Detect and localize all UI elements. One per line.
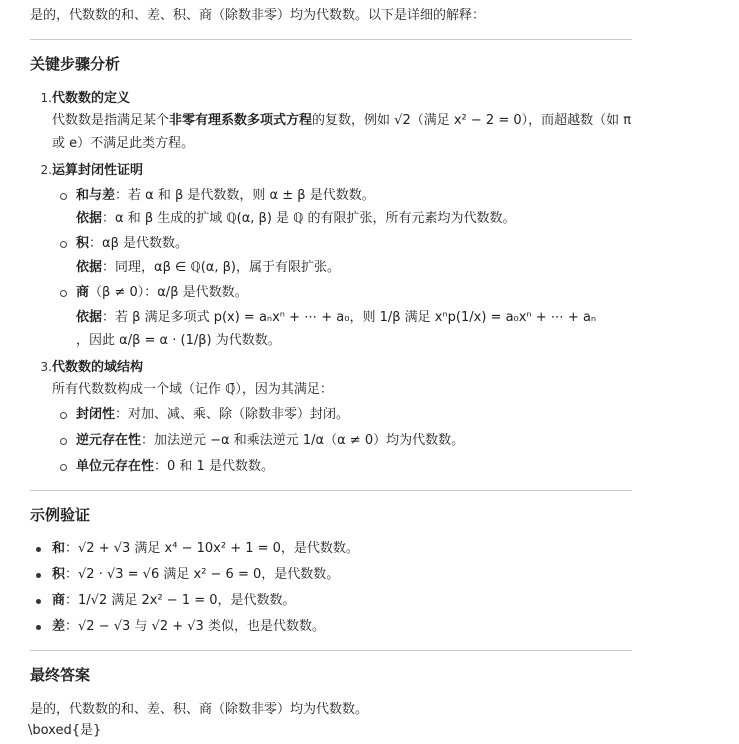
- sub-item-sum-diff: 和与差：若 α 和 β 是代数数，则 α ± β 是代数数。: [76, 188, 375, 203]
- list-item-1-title: 1.代数数的定义: [40, 91, 131, 106]
- example-difference: 差：√2 − √3 与 √2 + √3 类似，也是代数数。: [52, 619, 325, 634]
- intro-text: 是的，代数数的和、差、积、商（除数非零）均为代数数。以下是详细的解释：: [30, 8, 486, 23]
- divider: [30, 490, 632, 491]
- sub-item-quotient-basis-cont: ，因此 α/β = α · (1/β) 为代数数。: [76, 333, 281, 348]
- circle-bullet: [60, 193, 67, 200]
- dot-bullet: [36, 547, 41, 552]
- sub-item-inverse: 逆元存在性：加法逆元 −α 和乘法逆元 1/α（α ≠ 0）均为代数数。: [76, 433, 465, 448]
- sub-item-sum-diff-basis: 依据：α 和 β 生成的扩域 ℚ(α, β) 是 ℚ 的有限扩张，所有元素均为代数数。: [76, 211, 516, 226]
- list-item-3-title: 3.代数数的域结构: [40, 360, 144, 375]
- sub-item-product: 积：αβ 是代数数。: [76, 236, 189, 251]
- section-title-final: 最终答案: [30, 666, 91, 684]
- list-item-3-intro: 所有代数数构成一个域（记作 ℚ̄），因为其满足：: [52, 382, 333, 397]
- sub-item-quotient-basis: 依据：若 β 满足多项式 p(x) = aₙxⁿ + ⋯ + a₀，则 1/β 满足 xⁿp(1/x) = a₀xⁿ + ⋯ + aₙ: [76, 310, 597, 325]
- circle-bullet: [60, 464, 67, 471]
- final-answer-text: 是的，代数数的和、差、积、商（除数非零）均为代数数。: [30, 702, 369, 717]
- circle-bullet: [60, 438, 67, 445]
- example-quotient: 商：1/√2 满足 2x² − 1 = 0，是代数数。: [52, 593, 296, 608]
- divider: [30, 39, 632, 40]
- sub-item-identity: 单位元存在性：0 和 1 是代数数。: [76, 459, 274, 474]
- dot-bullet: [36, 625, 41, 630]
- circle-bullet: [60, 412, 67, 419]
- list-item-1-line2: 或 e）不满足此类方程。: [52, 136, 195, 151]
- section-title-examples: 示例验证: [30, 506, 91, 524]
- sub-item-quotient: 商（β ≠ 0）：α/β 是代数数。: [76, 285, 248, 300]
- dot-bullet: [36, 599, 41, 604]
- dot-bullet: [36, 573, 41, 578]
- final-answer-boxed: \boxed{是}: [28, 723, 102, 738]
- example-sum: 和：√2 + √3 满足 x⁴ − 10x² + 1 = 0，是代数数。: [52, 541, 359, 556]
- example-product: 积：√2 · √3 = √6 满足 x² − 6 = 0，是代数数。: [52, 567, 340, 582]
- sub-item-product-basis: 依据：同理，αβ ∈ ℚ(α, β)，属于有限扩张。: [76, 260, 340, 275]
- divider: [30, 650, 632, 651]
- list-item-2-title: 2.运算封闭性证明: [40, 163, 144, 178]
- circle-bullet: [60, 241, 67, 248]
- section-title-analysis: 关键步骤分析: [30, 55, 121, 73]
- list-item-1-line1: 代数数是指满足某个非零有理系数多项式方程的复数，例如 √2（满足 x² − 2 = 0），而超越数（如 π: [52, 113, 632, 128]
- sub-item-closure: 封闭性：对加、减、乘、除（除数非零）封闭。: [76, 407, 350, 422]
- circle-bullet: [60, 290, 67, 297]
